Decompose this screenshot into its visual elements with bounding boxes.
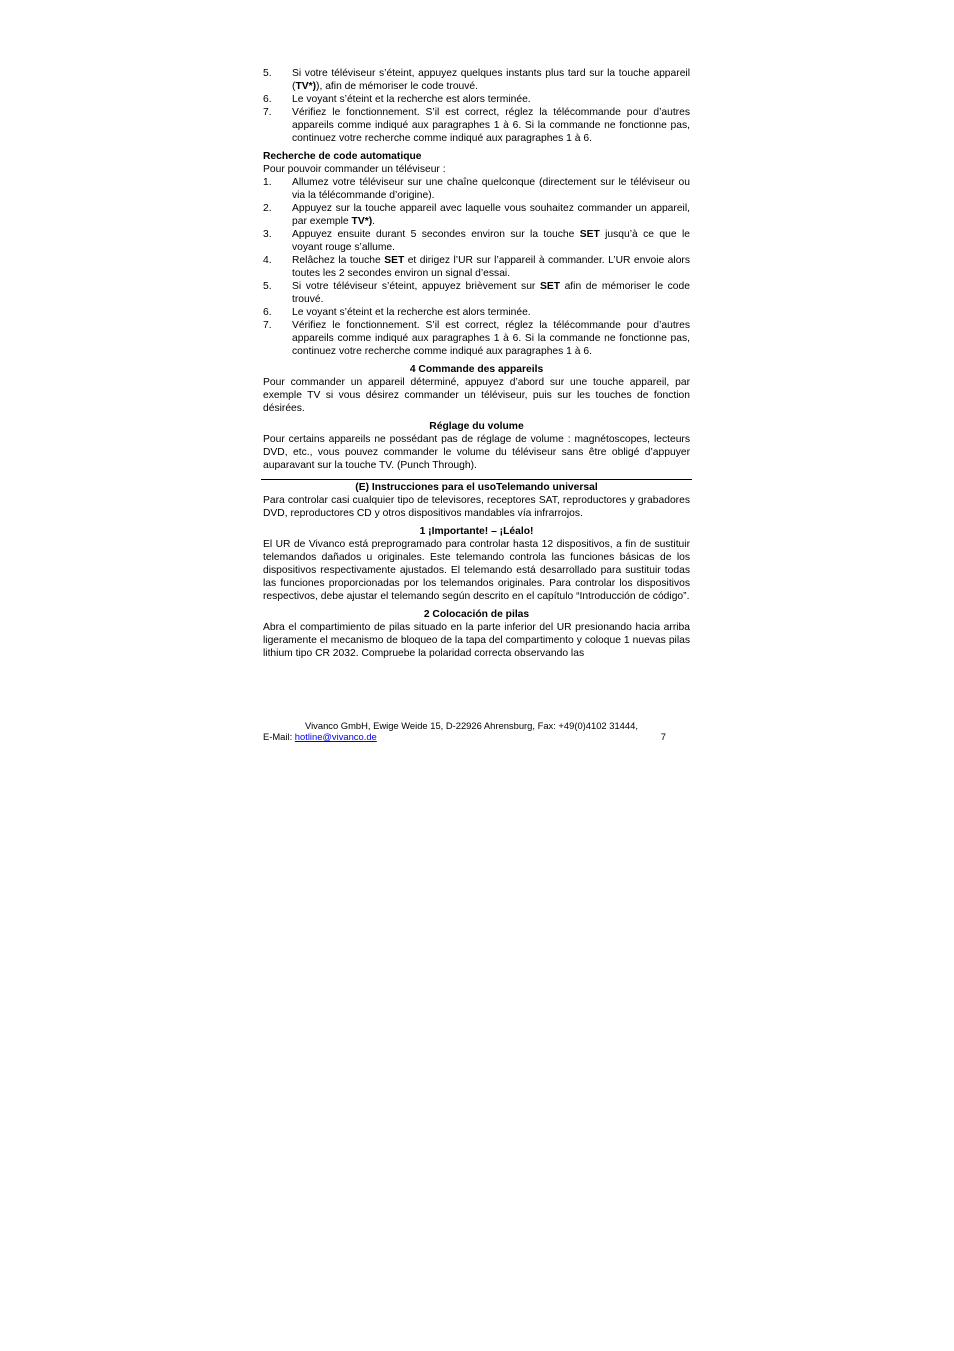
- commande-text: Pour commander un appareil déterminé, appuyez d’abord sur une touche appareil, par exemple TV si vous désirez commander un téléviseur, puis sur les touches de fonction désirées.: [263, 377, 690, 414]
- list-item-text: [292, 176, 690, 202]
- list-item-text: [292, 106, 690, 145]
- list-item-number: 4.: [263, 255, 272, 266]
- batteries-text: Abra el compartimiento de pilas situado en la parte inferior del UR presionando hacia arriba ligeramente el mecanismo de bloqueo de la tapa del compartimento y coloque 1 nuevas pilas lithium tipo CR 2032. Compruebe la polaridad correcta observando las: [263, 622, 690, 659]
- list-item-text: [292, 254, 690, 280]
- list-item-text-part: Appuyez ensuite durant 5 secondes environ sur la touche: [292, 229, 580, 240]
- batteries-heading: 2 Colocación de pilas: [423, 609, 530, 620]
- list-item: [263, 106, 690, 145]
- list-item: [263, 254, 690, 280]
- auto-search-heading: Recherche de code automatique: [263, 151, 422, 162]
- page-footer: [263, 720, 690, 742]
- list-item-number: 2.: [263, 203, 272, 214]
- list-item-number: 7.: [263, 320, 272, 331]
- list-item-text-part: Le voyant s’éteint et la recherche est alors terminée.: [292, 94, 531, 105]
- list-item-text-part: Vérifiez le fonctionnement. S’il est correct, réglez la télécommande pour d’autres appareils comme indiqué aux paragraphes 1 à 6. Si la commande ne fonctionne pas, continuez votre recherche comme indiqué aux paragraphes 1 à 6.: [292, 107, 690, 144]
- list-item-bold-text: SET: [539, 281, 560, 292]
- list-item-text: [292, 306, 690, 319]
- list-item-bold-text: SET: [384, 255, 405, 266]
- list-item-text: [292, 202, 690, 228]
- list-item-text-part: Le voyant s’éteint et la recherche est alors terminée.: [292, 307, 531, 318]
- section-divider: [261, 479, 692, 480]
- list-item-text-part: jusqu’à ce que le voyant rouge s’allume.: [292, 229, 690, 253]
- list-item-text-part: Relâchez la touche: [292, 255, 385, 266]
- auto-search-intro: Pour pouvoir commander un téléviseur :: [263, 164, 446, 175]
- list-item-text-part: afin de mémoriser le code trouvé.: [292, 281, 690, 305]
- list-item: [263, 228, 690, 254]
- footer-contact-row: [263, 731, 690, 742]
- volume-text: Pour certains appareils ne possédant pas de réglage de volume : magnétoscopes, lecteurs DVD, etc., vous pouvez commander le volume du téléviseur sans être obligé d’appuyer auparavant sur la touche TV. (Punch Through).: [263, 434, 690, 471]
- footer-email-link[interactable]: hotline@vivanco.de: [294, 731, 377, 742]
- spanish-intro: Para controlar casi cualquier tipo de televisores, receptores SAT, reproductores y grabadores DVD, reproductores CD y otros dispositivos mandables vía infrarrojos.: [263, 495, 690, 519]
- list-item-text-part: ): [316, 81, 320, 92]
- list-item: [263, 319, 690, 358]
- list-item: [263, 176, 690, 202]
- intro-list: [263, 67, 690, 145]
- list-item-number: 5.: [263, 68, 272, 79]
- list-item: [263, 280, 690, 306]
- list-item-bold-text: SET: [579, 229, 600, 240]
- list-item-text-part: , afin de mémoriser le code trouvé.: [319, 81, 479, 92]
- list-item: [263, 306, 690, 319]
- list-item-text: [292, 228, 690, 254]
- document-page: [263, 67, 690, 660]
- auto-search-list: [263, 176, 690, 358]
- spanish-section-title: (E) Instrucciones para el usoTelemando universal: [355, 482, 598, 493]
- list-item: [263, 202, 690, 228]
- list-item-text-part: Si votre téléviseur s’éteint, appuyez brièvement sur: [292, 281, 540, 292]
- important-heading: 1 ¡Importante! – ¡Léalo!: [419, 526, 534, 537]
- list-item-text-part: Si votre téléviseur s’éteint, appuyez quelques instants plus tard sur la touche appareil (: [292, 68, 690, 92]
- list-item-number: 3.: [263, 229, 272, 240]
- important-text: El UR de Vivanco está preprogramado para controlar hasta 12 dispositivos, a fin de sustituir telemandos dañados u originales. Este telemando controla las funciones básicas de los dispositivos respectivamente ajustados. El telemando está desarrollado para sustituir todas las funciones proporcionadas por los telemandos originales. Para controlar los dispositivos respectivos, debe ajustar el telemando según descrito en el capítulo “Introducción de código”.: [263, 539, 690, 602]
- list-item-bold-text: TV*): [351, 216, 373, 227]
- list-item-text-part: et dirigez l’UR sur l’appareil à commander. L’UR envoie alors toutes les 2 secondes environ un signal d’essai.: [292, 255, 690, 279]
- list-item-text: [292, 319, 690, 358]
- list-item-text-part: Appuyez sur la touche appareil avec laquelle vous souhaitez commander un appareil, par exemple: [292, 203, 690, 227]
- list-item-text: [292, 280, 690, 306]
- list-item-bold-text: TV*): [295, 81, 317, 92]
- list-item-text-part: Allumez votre téléviseur sur une chaîne quelconque (directement sur le téléviseur ou via la télécommande d’origine).: [292, 177, 690, 201]
- list-item-text: [292, 93, 690, 106]
- list-item-number: 6.: [263, 94, 272, 105]
- page-number: 7: [660, 731, 666, 742]
- list-item-number: 6.: [263, 307, 272, 318]
- list-item-text: [292, 67, 690, 93]
- list-item: [263, 67, 690, 93]
- footer-email-block: [263, 731, 377, 742]
- list-item-number: 5.: [263, 281, 272, 292]
- footer-email-label: E-Mail:: [263, 731, 295, 742]
- list-item-number: 1.: [263, 177, 272, 188]
- list-item: [263, 93, 690, 106]
- commande-heading: 4 Commande des appareils: [409, 364, 544, 375]
- list-item-number: 7.: [263, 107, 272, 118]
- volume-heading: Réglage du volume: [429, 421, 524, 432]
- list-item-text-part: .: [372, 216, 376, 227]
- list-item-text-part: Vérifiez le fonctionnement. S’il est correct, réglez la télécommande pour d’autres appareils comme indiqué aux paragraphes 1 à 6. Si la commande ne fonctionne pas, continuez votre recherche comme indiqué aux paragraphes 1 à 6.: [292, 320, 690, 357]
- footer-address: Vivanco GmbH, Ewige Weide 15, D-22926 Ahrensburg, Fax: +49(0)4102 31444,: [305, 720, 638, 731]
